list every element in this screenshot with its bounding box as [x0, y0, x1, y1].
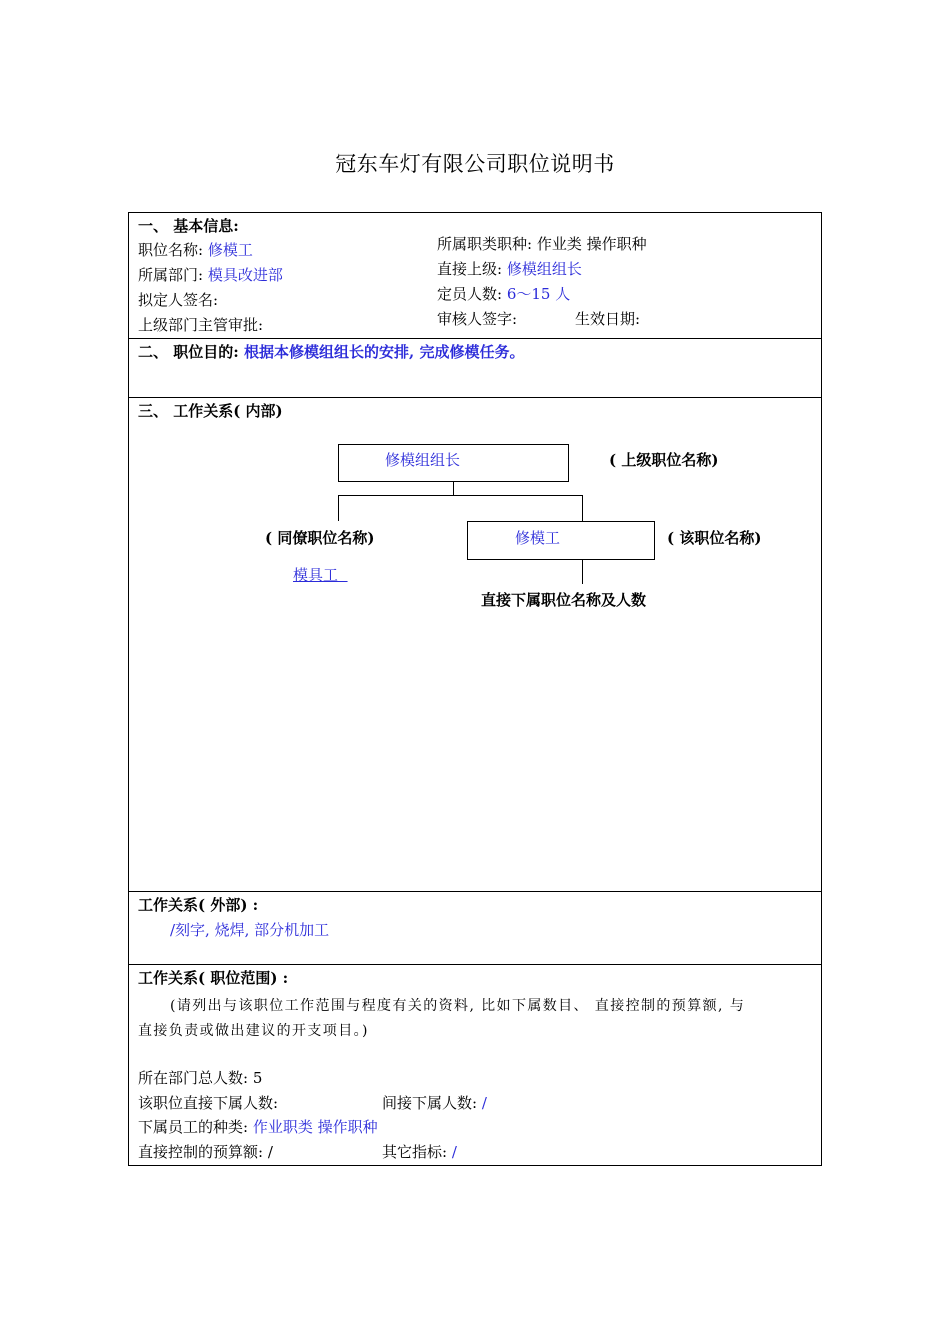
position-name-label: 职位名称: [138, 241, 204, 259]
section-divider [128, 891, 822, 892]
external-relations-text: /刻字, 烧焊, 部分机加工 [170, 921, 330, 939]
scope-heading: 工作关系( 职位范围) : [138, 969, 289, 987]
other-indicator-value: / [451, 1143, 457, 1161]
purpose-text: 根据本修模组组长的安排, 完成修模任务。 [244, 343, 525, 361]
peer-position-name: 模具工 [293, 566, 348, 584]
direct-superior-value: 修模组组长 [506, 260, 582, 278]
section-divider [128, 397, 822, 398]
reviewer-signature-label: 审核人签字: [437, 310, 518, 328]
department-row [138, 266, 283, 284]
headcount-value: 6～15 人 [506, 285, 571, 303]
department-label: 所属部门: [138, 266, 204, 284]
section-divider [128, 338, 822, 339]
org-connector [582, 560, 583, 584]
job-category-label: 所属职类职种: [437, 235, 533, 253]
scope-note-line1: (请列出与该职位工作范围与程度有关的资料, 比如下属数目、 直接控制的预算额, 与 [170, 998, 746, 1014]
budget-label: 直接控制的预算额: [138, 1143, 264, 1161]
self-caption: ( 该职位名称) [667, 529, 762, 547]
headcount-row [437, 285, 570, 303]
job-category-row [437, 235, 647, 253]
org-connector [453, 482, 454, 496]
purpose-heading: 二、 职位目的: [138, 343, 239, 361]
budget-row [138, 1143, 273, 1161]
dept-total-label: 所在部门总人数: [138, 1069, 249, 1087]
other-indicator-label: 其它指标: [382, 1143, 448, 1161]
effective-date-label: 生效日期: [575, 310, 641, 328]
headcount-label: 定员人数: [437, 285, 503, 303]
indirect-subordinates-label: 间接下属人数: [382, 1094, 478, 1112]
subordinate-caption: 直接下属职位名称及人数 [481, 591, 647, 609]
drafter-signature-label: 拟定人签名: [138, 291, 219, 309]
basic-info-heading: 一、 基本信息: [138, 217, 239, 235]
direct-superior-row [437, 260, 582, 278]
document-title: 冠东车灯有限公司职位说明书 [335, 152, 615, 176]
section-divider [128, 964, 822, 965]
org-connector [338, 495, 583, 496]
subordinate-type-value: 作业职类 操作职种 [252, 1118, 378, 1136]
direct-subordinates-label: 该职位直接下属人数: [138, 1094, 279, 1112]
self-position-name: 修模工 [515, 529, 561, 547]
indirect-subordinates-row [382, 1094, 487, 1112]
org-connector [582, 495, 583, 522]
scope-note-line2: 直接负责或做出建议的开支项目。) [138, 1023, 369, 1039]
department-value: 模具改进部 [207, 266, 283, 284]
subordinate-type-label: 下属员工的种类: [138, 1118, 249, 1136]
org-connector [338, 495, 339, 521]
direct-superior-label: 直接上级: [437, 260, 503, 278]
internal-relations-heading: 三、 工作关系( 内部) [138, 402, 283, 420]
external-relations-heading: 工作关系( 外部) : [138, 896, 259, 914]
self-position-box [467, 521, 655, 560]
job-category-value: 作业类 操作职种 [536, 235, 647, 253]
dept-total-value: 5 [252, 1069, 263, 1087]
purpose-row [138, 343, 524, 361]
other-indicator-row [382, 1143, 457, 1161]
superior-position-name: 修模组组长 [385, 451, 461, 469]
position-name-value: 修模工 [207, 241, 253, 259]
position-name-row [138, 241, 253, 259]
subordinate-type-row [138, 1118, 378, 1136]
dept-total-row [138, 1069, 262, 1087]
superior-approval-label: 上级部门主管审批: [138, 316, 264, 334]
peer-caption: ( 同僚职位名称) [265, 529, 375, 547]
budget-value: / [267, 1143, 273, 1161]
superior-caption: ( 上级职位名称) [609, 451, 719, 469]
indirect-subordinates-value: / [481, 1094, 487, 1112]
